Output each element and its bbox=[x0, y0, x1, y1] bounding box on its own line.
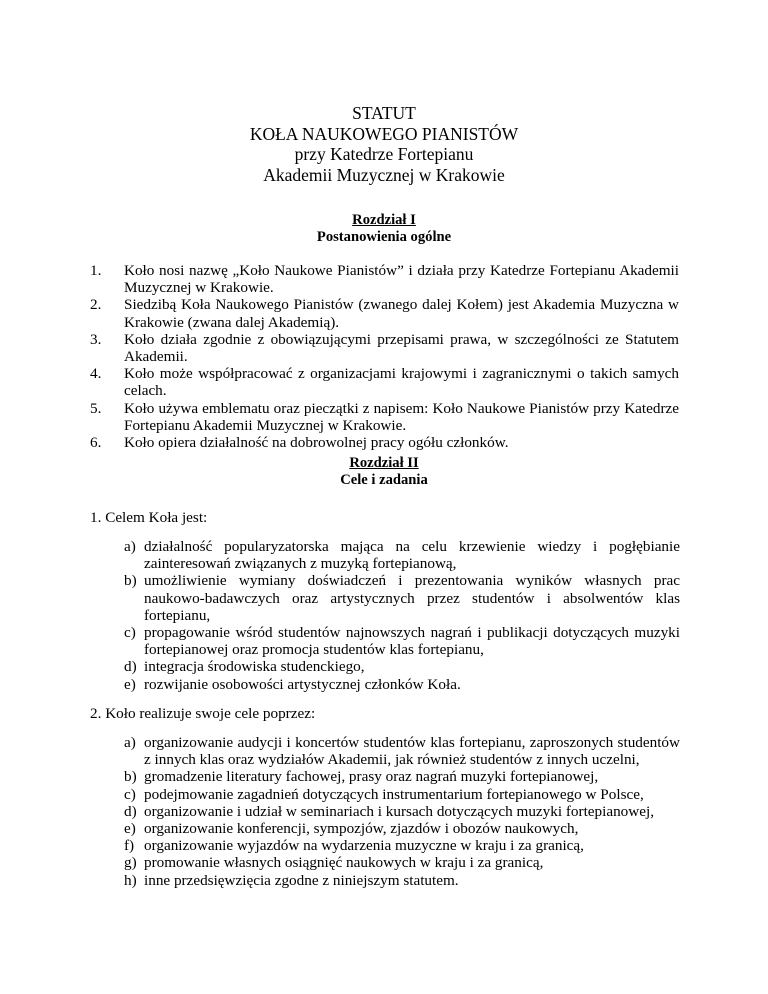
item-text: umożliwienie wymiany doświadczeń i prezentowania wyników własnych prac naukowo-badawczych oraz artystycznych przez studentów i absolwentów klas fortepianu, bbox=[144, 572, 680, 624]
item-letter: h) bbox=[124, 871, 137, 889]
list-item bbox=[124, 854, 680, 871]
item-letter: d) bbox=[124, 658, 137, 676]
item-letter: e) bbox=[124, 820, 136, 838]
list-item bbox=[124, 768, 680, 785]
list-item bbox=[124, 658, 680, 675]
chapter-number: Rozdział II bbox=[349, 455, 419, 471]
item-text: integracja środowiska studenckiego, bbox=[144, 658, 365, 676]
title-line-academy: Akademii Muzycznej w Krakowie bbox=[263, 164, 505, 185]
title-line-department: przy Katedrze Fortepianu bbox=[294, 144, 474, 165]
list-item bbox=[124, 734, 680, 768]
list-item bbox=[90, 331, 679, 365]
item-number: 6. bbox=[90, 434, 102, 452]
item-text: Koło może współpracować z organizacjami krajowymi i zagranicznymi o takich samych celach. bbox=[124, 365, 679, 400]
chapter-1-list bbox=[90, 262, 679, 451]
section-heading: 1. Celem Koła jest: bbox=[90, 509, 208, 526]
item-text: promowanie własnych osiągnięć naukowych w kraju i za granicą, bbox=[144, 854, 544, 872]
list-item bbox=[124, 803, 680, 820]
activities-list bbox=[124, 734, 680, 889]
item-letter: c) bbox=[124, 624, 136, 642]
item-letter: e) bbox=[124, 675, 136, 693]
item-letter: g) bbox=[124, 854, 137, 872]
item-text: rozwijanie osobowości artystycznej członków Koła. bbox=[144, 675, 461, 693]
item-letter: d) bbox=[124, 802, 137, 820]
item-text: organizowanie wyjazdów na wydarzenia muzyczne w kraju i za granicą, bbox=[144, 837, 584, 855]
item-text: Koło nosi nazwę „Koło Naukowe Pianistów” i działa przy Katedrze Fortepianu Akademii Muzycznej w Krakowie. bbox=[124, 262, 679, 297]
item-text: podejmowanie zagadnień dotyczących instrumentarium fortepianowego w Polsce, bbox=[144, 785, 644, 803]
list-item bbox=[124, 872, 680, 889]
item-letter: f) bbox=[124, 837, 135, 855]
item-text: gromadzenie literatury fachowej, prasy oraz nagrań muzyki fortepianowej, bbox=[144, 768, 599, 786]
chapter-1-heading bbox=[0, 212, 768, 247]
list-item bbox=[90, 296, 679, 330]
list-item bbox=[90, 262, 679, 296]
item-text: Koło opiera działalność na dobrowolnej pracy ogółu członków. bbox=[124, 434, 509, 452]
list-item bbox=[90, 365, 679, 399]
item-letter: c) bbox=[124, 785, 136, 803]
item-text: organizowanie audycji i koncertów studentów klas fortepianu, zaproszonych studentów z innych klas oraz wydziałów Akademii, jak również studentów z innych uczelni, bbox=[144, 734, 680, 769]
item-text: inne przedsięwzięcia zgodne z niniejszym statutem. bbox=[144, 871, 459, 889]
chapter-name: Cele i zadania bbox=[340, 472, 428, 489]
title-line-statut: STATUT bbox=[352, 103, 416, 123]
item-number: 1. bbox=[90, 262, 102, 279]
item-letter: b) bbox=[124, 768, 137, 786]
item-text: Koło działa zgodnie z obowiązującymi przepisami prawa, w szczególności ze Statutem Akademii. bbox=[124, 330, 679, 366]
goals-list bbox=[124, 538, 680, 693]
item-number: 5. bbox=[90, 399, 102, 417]
chapter-number: Rozdział I bbox=[352, 212, 416, 228]
item-number: 4. bbox=[90, 365, 102, 383]
item-number: 3. bbox=[90, 330, 102, 348]
section-heading: 2. Koło realizuje swoje cele poprzez: bbox=[90, 705, 316, 722]
chapter-2-heading bbox=[0, 455, 768, 490]
chapter-name: Postanowienia ogólne bbox=[316, 229, 452, 246]
document-title bbox=[0, 103, 768, 185]
list-item bbox=[124, 624, 680, 658]
list-item bbox=[124, 538, 680, 572]
item-number: 2. bbox=[90, 296, 102, 314]
item-text: działalność popularyzatorska mająca na celu krzewienie wiedzy i pogłębianie zainteresowań związanych z muzyką fortepianową, bbox=[144, 538, 680, 573]
item-text: Koło używa emblematu oraz pieczątki z napisem: Koło Naukowe Pianistów przy Katedrze Fortepianu Akademii Muzycznej w Krakowie. bbox=[124, 399, 679, 434]
item-letter: a) bbox=[124, 538, 136, 555]
list-item bbox=[124, 820, 680, 837]
item-letter: b) bbox=[124, 572, 137, 590]
list-item bbox=[124, 676, 680, 693]
title-line-organization: KOŁA NAUKOWEGO PIANISTÓW bbox=[249, 123, 519, 144]
list-item bbox=[124, 572, 680, 624]
list-item bbox=[90, 400, 679, 434]
list-item bbox=[124, 837, 680, 854]
item-letter: a) bbox=[124, 734, 136, 751]
list-item bbox=[90, 434, 679, 451]
item-text: organizowanie i udział w seminariach i kursach dotyczących muzyki fortepianowej, bbox=[144, 802, 654, 820]
item-text: propagowanie wśród studentów najnowszych nagrań i publikacji dotyczących muzyki fortepianowej oraz promocja studentów klas fortepianu, bbox=[144, 624, 680, 659]
item-text: organizowanie konferencji, sympozjów, zjazdów i obozów naukowych, bbox=[144, 820, 579, 838]
item-text: Siedzibą Koła Naukowego Pianistów (zwanego dalej Kołem) jest Akademia Muzyczna w Krakowie (zwana dalej Akademią). bbox=[124, 296, 679, 331]
list-item bbox=[124, 786, 680, 803]
